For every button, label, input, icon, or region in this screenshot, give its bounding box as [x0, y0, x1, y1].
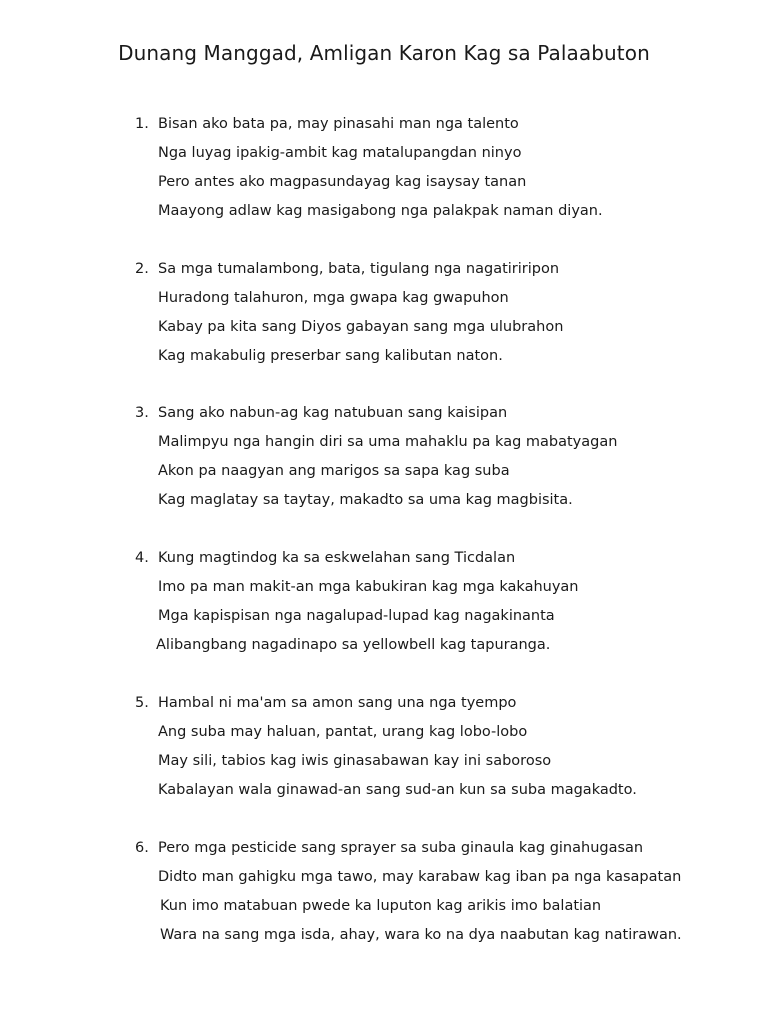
stanza-line: Bisan ako bata pa, may pinasahi man nga talento — [158, 116, 519, 132]
stanza-line: Kun imo matabuan pwede ka luputon kag arikis imo balatian — [160, 898, 602, 914]
stanza-line: Didto man gahigku mga tawo, may karabaw kag iban pa nga kasapatan — [158, 869, 682, 885]
stanza-line: Akon pa naagyan ang marigos sa sapa kag suba — [158, 463, 510, 479]
stanza-line: Sang ako nabun-ag kag natubuan sang kaisipan — [158, 405, 508, 421]
stanza-line: Imo pa man makit-an mga kabukiran kag mga kakahuyan — [158, 579, 579, 595]
stanza-number: 4. — [135, 550, 149, 566]
stanza-line: Huradong talahuron, mga gwapa kag gwapuhon — [158, 290, 509, 306]
stanza-line: Kag makabulig preserbar sang kalibutan naton. — [158, 348, 503, 364]
stanza-line: Pero antes ako magpasundayag kag isaysay tanan — [158, 174, 527, 190]
stanza-number: 3. — [135, 405, 149, 421]
stanza-line: Hambal ni ma'am sa amon sang una nga tyempo — [158, 695, 517, 711]
stanza-line: Pero mga pesticide sang sprayer sa suba ginaula kag ginahugasan — [158, 840, 644, 856]
stanza-line: Alibangbang nagadinapo sa yellowbell kag tapuranga. — [156, 637, 551, 653]
document-title: Dunang Manggad, Amligan Karon Kag sa Palaabuton — [118, 41, 650, 65]
stanza-line: Malimpyu nga hangin diri sa uma mahaklu pa kag mabatyagan — [158, 434, 618, 450]
stanza-line: Kabalayan wala ginawad-an sang sud-an kun sa suba magakadto. — [158, 782, 637, 798]
stanza-number: 1. — [135, 116, 149, 132]
stanza-number: 2. — [135, 261, 149, 277]
stanza-line: Maayong adlaw kag masigabong nga palakpak naman diyan. — [158, 203, 603, 219]
stanza-line: Kung magtindog ka sa eskwelahan sang Ticdalan — [158, 550, 516, 566]
stanza-number: 6. — [135, 840, 149, 856]
stanza-number: 5. — [135, 695, 149, 711]
stanza-line: Kag maglatay sa taytay, makadto sa uma kag magbisita. — [158, 492, 573, 508]
stanza-line: Sa mga tumalambong, bata, tigulang nga nagatiriripon — [158, 261, 560, 277]
stanza-line: Kabay pa kita sang Diyos gabayan sang mga ulubrahon — [158, 319, 564, 335]
stanza-line: Nga luyag ipakig-ambit kag matalupangdan ninyo — [158, 145, 522, 161]
stanza-line: Wara na sang mga isda, ahay, wara ko na dya naabutan kag natirawan. — [160, 927, 682, 943]
stanza-line: Mga kapispisan nga nagalupad-lupad kag nagakinanta — [158, 608, 555, 624]
stanza-line: May sili, tabios kag iwis ginasabawan kay ini saboroso — [158, 753, 552, 769]
stanza-line: Ang suba may haluan, pantat, urang kag lobo-lobo — [158, 724, 528, 740]
